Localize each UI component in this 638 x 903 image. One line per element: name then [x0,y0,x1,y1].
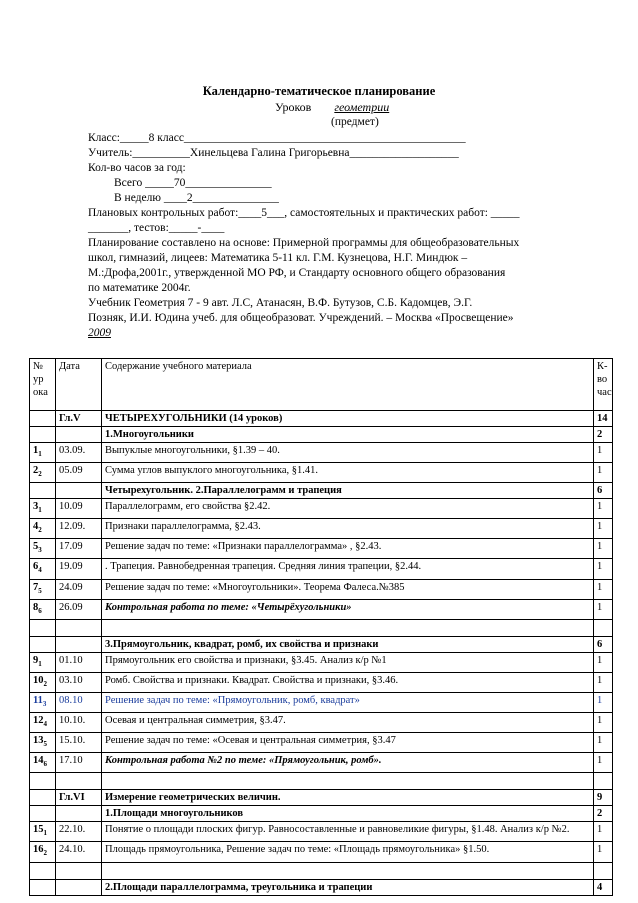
table-row [30,733,613,753]
lesson-number-main: 9 [33,654,39,666]
lesson-content: 2.Площади параллелограмма, треугольника и трапеции [102,879,594,895]
basis-line-3: М.:Дрофа,2001г., утвержденной МО РФ, и Стандарту основного общего образования [88,267,506,279]
table-row [30,559,613,579]
subject-value: геометрии [334,100,390,114]
lesson-number-sub: 4 [38,566,42,575]
lesson-date: 15.10. [56,733,102,753]
lesson-number [30,713,56,733]
lesson-hours: 1 [594,519,613,539]
lesson-content [102,773,594,790]
lesson-number [30,619,56,636]
lesson-number [30,692,56,712]
lesson-number [30,773,56,790]
lesson-number [30,672,56,692]
lesson-hours: 1 [594,672,613,692]
header-date: Дата [56,359,102,411]
header-content: Содержание учебного материала [102,359,594,411]
lesson-date [56,773,102,790]
lesson-content: ЧЕТЫРЕХУГОЛЬНИКИ (14 уроков) [102,411,594,427]
table-row [30,773,613,790]
table-row [30,619,613,636]
lesson-number-main: 15 [33,824,44,836]
header-num: № ур ока [30,359,56,411]
lesson-date: 08.10 [56,692,102,712]
lesson-hours [594,619,613,636]
lesson-content: Осевая и центральная симметрия, §3.47. [102,713,594,733]
lesson-number-main: 5 [33,541,39,553]
lesson-date [56,619,102,636]
table-row [30,539,613,559]
lesson-number-sub: 3 [42,700,47,709]
lesson-number-sub: 1 [38,659,42,668]
lesson-date: Гл.VI [56,790,102,806]
lesson-date: 03.10 [56,672,102,692]
lesson-number-sub: 4 [43,720,47,729]
lesson-number-sub: 5 [38,586,42,595]
lesson-number [30,806,56,822]
control-works-line: Плановых контрольных работ:____5___, самостоятельных и практических работ: _____ [88,207,520,219]
lesson-content: Контрольная работа №2 по теме: «Прямоугольник, ромб». [102,753,594,773]
subject-line [275,100,389,115]
class-line: Класс:_____8 класс_________________________________________________ [88,132,466,144]
textbook-line-3: 2009 [88,327,111,339]
lesson-hours: 6 [594,636,613,652]
lesson-date [56,636,102,652]
lesson-hours: 1 [594,753,613,773]
lesson-number-main: 1 [33,445,39,456]
lesson-hours: 6 [594,483,613,499]
lesson-content: 3.Прямоугольник, квадрат, ромб, их свойства и признаки [102,636,594,652]
table-row [30,753,613,773]
lesson-number-main: 7 [33,581,39,593]
table-row [30,713,613,733]
lesson-number-main: 3 [33,501,39,513]
weekly-hours-line: В неделю ____2_______________ [114,192,279,204]
lesson-number [30,427,56,443]
lesson-content: Признаки параллелограмма, §2.43. [102,519,594,539]
lesson-hours: 1 [594,733,613,753]
lesson-date: 24.10. [56,842,102,862]
lesson-number [30,463,56,483]
lesson-number [30,862,56,879]
lesson-number-sub: 1 [38,450,42,459]
basis-line-2: школ, гимназий, лицеев: Математика 5-11 кл. Г.М. Кузнецова, Н.Г. Миндюк – [88,252,468,264]
lesson-number-main: 6 [33,561,39,573]
lesson-number [30,753,56,773]
lesson-number-main: 14 [33,755,44,767]
lesson-date: 01.10 [56,652,102,672]
lesson-number [30,579,56,599]
table-row [30,427,613,443]
lesson-hours: 2 [594,427,613,443]
lesson-date: 17.10 [56,753,102,773]
lesson-content: Параллелограмм, его свойства §2.42. [102,499,594,519]
lesson-content: 1.Многоугольники [102,427,594,443]
lesson-date [56,483,102,499]
lesson-hours: 1 [594,842,613,862]
lesson-number-main: 13 [33,735,44,747]
lesson-number-main: 2 [33,465,39,477]
total-hours-line: Всего _____70_______________ [114,177,272,189]
textbook-line-2: Позняк, И.И. Юдина учеб. для общеобразоват. Учреждений. – Москва «Просвещение» [88,312,514,324]
lesson-number [30,790,56,806]
lesson-date: Гл.V [56,411,102,427]
lesson-hours: 1 [594,599,613,619]
table-row [30,842,613,862]
lesson-number [30,733,56,753]
lesson-hours: 1 [594,499,613,519]
lesson-hours: 1 [594,579,613,599]
lesson-hours: 1 [594,822,613,842]
table-row [30,519,613,539]
lesson-number-sub: 1 [38,506,42,515]
lesson-number-main: 10 [33,674,44,686]
lesson-number [30,519,56,539]
lesson-hours: 14 [594,411,613,427]
header-hours: К-во час [594,359,613,411]
lesson-date [56,862,102,879]
textbook-line-1: Учебник Геометрия 7 - 9 авт. Л.С, Атанасян, В.Ф. Бутузов, С.Б. Кадомцев, Э.Г. [88,297,473,309]
lesson-number-main: 12 [33,715,44,727]
lesson-number [30,822,56,842]
lesson-hours: 1 [594,692,613,712]
lesson-date: 19.09 [56,559,102,579]
lesson-date [56,427,102,443]
lesson-number-sub: 2 [43,849,47,858]
lesson-content: Контрольная работа по теме: «Четырёхугольники» [102,599,594,619]
lesson-content: Решение задач по теме: «Многоугольники». Теорема Фалеса.№385 [102,579,594,599]
lesson-hours: 1 [594,652,613,672]
table-row [30,411,613,427]
table-row [30,499,613,519]
lesson-date: 12.09. [56,519,102,539]
table-row [30,672,613,692]
table-row [30,483,613,499]
lesson-hours: 1 [594,559,613,579]
lesson-number [30,539,56,559]
lesson-content: Ромб. Свойства и признаки. Квадрат. Свойства и признаки, §3.46. [102,672,594,692]
lesson-number-sub: 2 [38,526,42,535]
lesson-hours: 1 [594,713,613,733]
lesson-content: Решение задач по теме: «Признаки параллелограмма» , §2.43. [102,539,594,559]
lesson-hours: 2 [594,806,613,822]
table-row [30,636,613,652]
subject-caption: (предмет) [331,116,379,128]
lesson-content: Выпуклые многоугольники, §1.39 – 40. [102,443,594,463]
lesson-hours: 4 [594,879,613,895]
lesson-number-sub: 3 [38,546,42,555]
lesson-content: Сумма углов выпуклого многоугольника, §1.41. [102,463,594,483]
lesson-plan-table [29,358,613,896]
table-row [30,599,613,619]
lesson-number-main: 16 [33,844,44,856]
lesson-hours: 1 [594,443,613,463]
lesson-content: Площадь прямоугольника, Решение задач по теме: «Площадь прямоугольника» §1.50. [102,842,594,862]
lesson-number-sub: 6 [43,760,47,769]
lesson-content [102,619,594,636]
table-row [30,806,613,822]
lesson-number [30,652,56,672]
lesson-number-main: 8 [33,601,39,613]
lesson-date: 10.10. [56,713,102,733]
lesson-number [30,636,56,652]
table-row [30,862,613,879]
lesson-number-sub: 2 [43,679,47,688]
lesson-number-sub: 2 [38,470,42,479]
lesson-number [30,443,56,463]
lesson-plan-body [30,359,613,896]
lesson-hours [594,862,613,879]
lesson-number-sub: 1 [43,829,47,838]
lesson-number [30,499,56,519]
lesson-date [56,806,102,822]
lesson-content: . Трапеция. Равнобедренная трапеция. Средняя линия трапеции, §2.44. [102,559,594,579]
lesson-number-main: 4 [33,521,39,533]
lesson-number [30,842,56,862]
lesson-content: Четырехугольник. 2.Параллелограмм и трапеция [102,483,594,499]
hours-line: Кол-во часов за год: [88,162,186,174]
lesson-number [30,879,56,895]
lesson-number-sub: 6 [38,606,42,615]
table-row [30,652,613,672]
lesson-content: Решение задач по теме: «Прямоугольник, ромб, квадрат» [102,692,594,712]
lesson-date: 24.09 [56,579,102,599]
lesson-number-sub: 5 [43,740,47,749]
table-header-row [30,359,613,411]
lesson-hours [594,773,613,790]
lesson-date: 05.09 [56,463,102,483]
lesson-hours: 9 [594,790,613,806]
lesson-date: 26.09 [56,599,102,619]
lesson-hours: 1 [594,539,613,559]
table-row [30,443,613,463]
lesson-date: 17.09 [56,539,102,559]
table-row [30,822,613,842]
lesson-date: 22.10. [56,822,102,842]
basis-line-1: Планирование составлено на основе: Примерной программы для общеобразовательных [88,237,520,249]
teacher-line: Учитель:__________Хинельцева Галина Григорьевна___________________ [88,147,459,159]
lesson-content: Прямоугольник его свойства и признаки, §3.45. Анализ к/р №1 [102,652,594,672]
table-row [30,790,613,806]
lesson-content [102,862,594,879]
lesson-hours: 1 [594,463,613,483]
lesson-number [30,483,56,499]
table-row [30,879,613,895]
page-title: Календарно-тематическое планирование [202,84,436,98]
table-row [30,692,613,712]
lesson-content: Решение задач по теме: «Осевая и центральная симметрия, §3.47 [102,733,594,753]
lesson-content: 1.Площади многоугольников [102,806,594,822]
lesson-content: Понятие о площади плоских фигур. Равносоставленные и равновеликие фигуры, §1.48. Анализ к/р №2. [102,822,594,842]
lesson-date: 03.09. [56,443,102,463]
table-row [30,579,613,599]
lesson-content: Измерение геометрических величин. [102,790,594,806]
subject-label: Уроков [275,100,312,114]
lesson-number-main: 11 [33,694,43,706]
lesson-date [56,879,102,895]
basis-line-4: по математике 2004г. [88,282,191,294]
table-row [30,463,613,483]
lesson-number [30,559,56,579]
tests-line: _______, тестов:_____-____ [88,222,225,234]
lesson-date: 10.09 [56,499,102,519]
lesson-number [30,599,56,619]
lesson-number [30,411,56,427]
